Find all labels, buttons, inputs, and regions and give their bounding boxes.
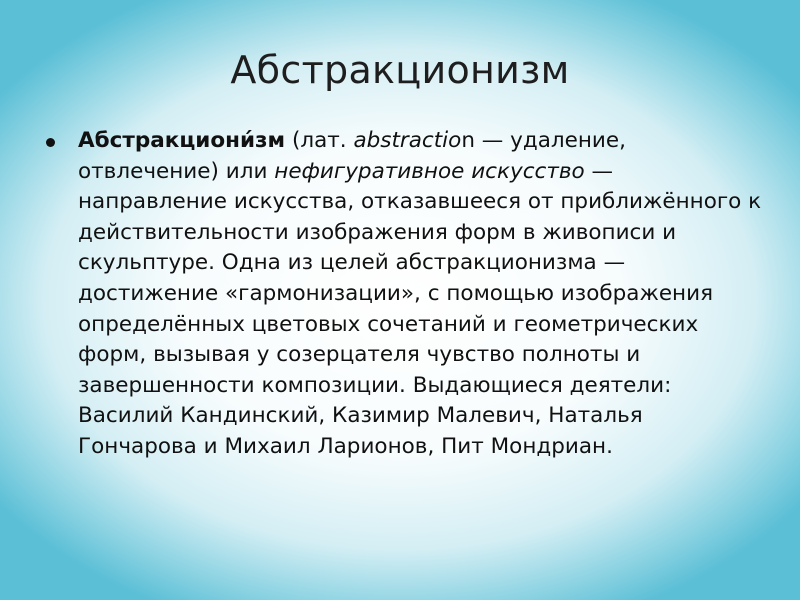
body-text-3: — направление искусства, отказавшееся от приближённого к действительности изображения форм в живописи и скульптуре. Одна из целей абстракционизма — достижение «гармонизации», с помощью изображения определённых цветовых сочетаний и геометрических форм, вызывая у созерцателя чувство полноты и завершенности композиции. Выдающиеся деятели: Василий Кандинский, Казимир Малевич, Наталья Гончарова и Михаил Ларионов, Пит Мондриан. <box>78 158 762 459</box>
slide-body-paragraph <box>78 126 768 463</box>
slide-title: Абстракционизм <box>230 48 570 92</box>
bullet-icon <box>46 138 55 147</box>
body-text-2: n — удаление, отвлечение) или <box>78 128 626 184</box>
term-bold: Абстракциони́зм <box>78 128 286 153</box>
synonym-italic: нефигуративное искусство <box>274 158 585 184</box>
latin-word-italic: abstractio <box>353 128 462 153</box>
body-text-1: (лат. <box>285 128 354 153</box>
